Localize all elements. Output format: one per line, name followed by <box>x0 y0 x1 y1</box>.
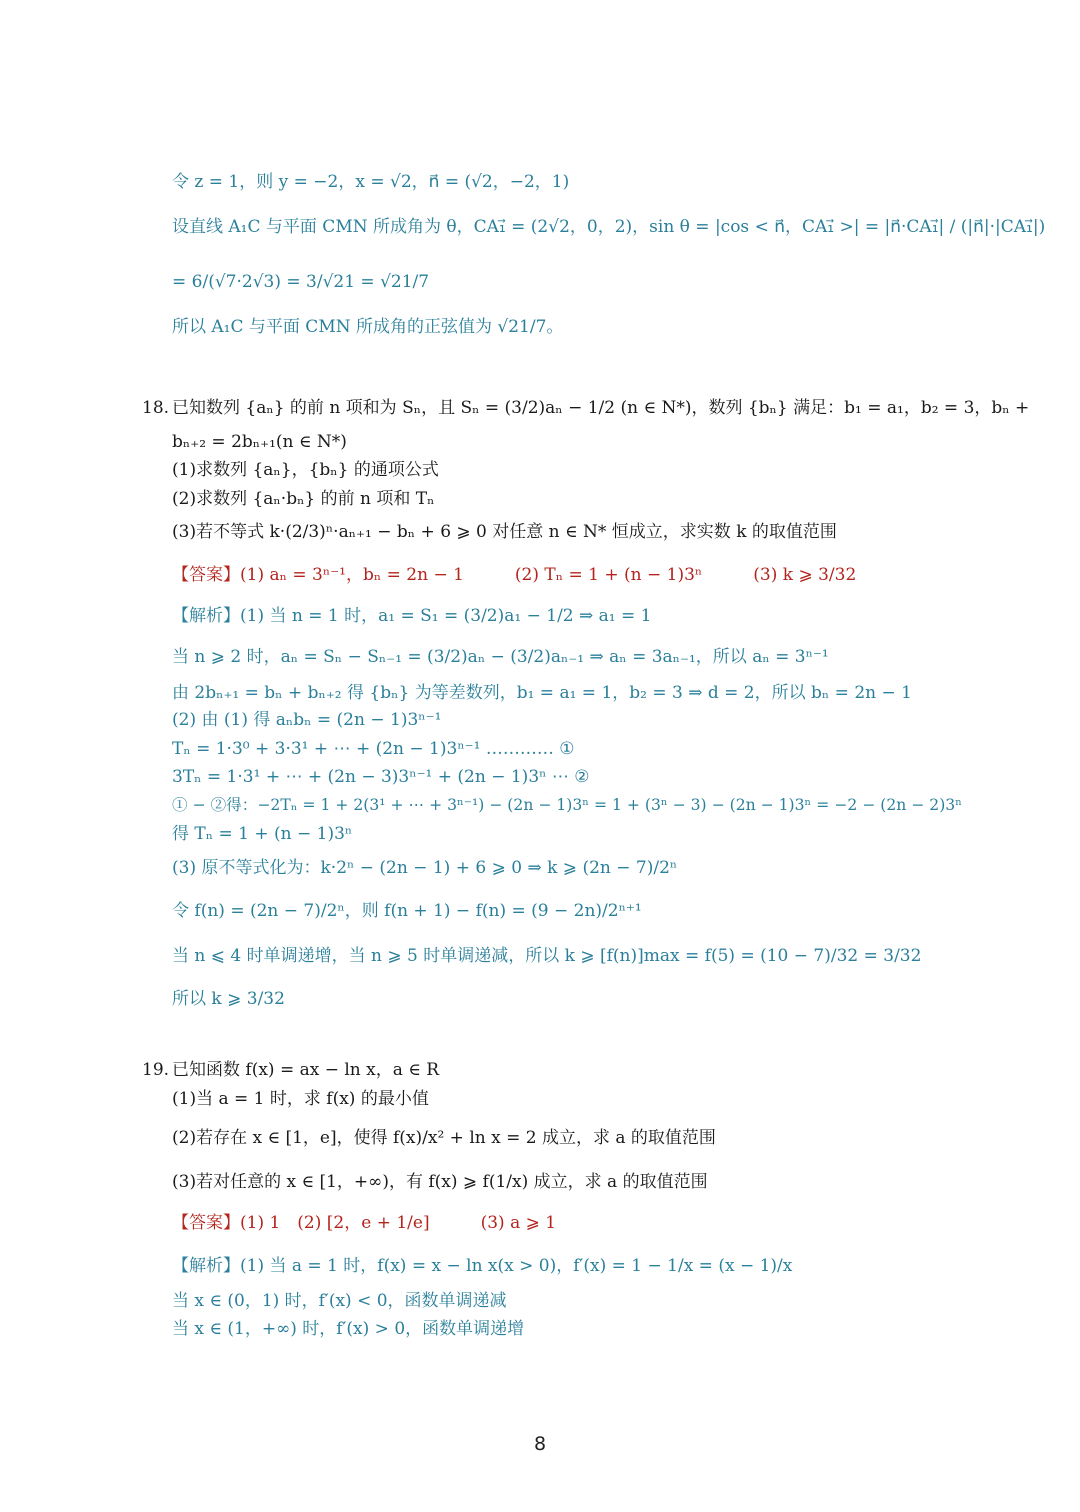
analysis-line <box>172 1254 792 1278</box>
analysis-line: 由 2bₙ₊₁ = bₙ + bₙ₊₂ 得 {bₙ} 为等差数列，b₁ = a₁ = 1，b₂ = 3 ⇒ d = 2，所以 bₙ = 2n − 1 <box>172 683 912 703</box>
question-part: (3)若对任意的 x ∈ [1，+∞)，有 f(x) ⩾ f(1/x) 成立，求 a 的取值范围 <box>172 1172 708 1192</box>
solution-line: 所以 A₁C 与平面 CMN 所成角的正弦值为 √21/7。 <box>172 317 564 337</box>
analysis-tag: 【解析】 <box>172 606 240 626</box>
analysis-line: (2) 由 (1) 得 aₙbₙ = (2n − 1)3ⁿ⁻¹ <box>172 710 442 730</box>
question-part: (3)若不等式 k·(2/3)ⁿ·aₙ₊₁ − bₙ + 6 ⩾ 0 对任意 n ∈ N* 恒成立，求实数 k 的取值范围 <box>172 522 837 542</box>
question-part: (2)求数列 {aₙ·bₙ} 的前 n 项和 Tₙ <box>172 489 435 509</box>
question-number: 19. <box>142 1060 170 1080</box>
question-stem: 已知函数 f(x) = ax − ln x，a ∈ R <box>172 1060 440 1080</box>
question-number: 18. <box>142 398 170 418</box>
solution-line: 设直线 A₁C 与平面 CMN 所成角为 θ，CA₁⃗ = (2√2，0，2)，sin θ = |cos < n⃗，CA₁⃗ >| = |n⃗·CA₁⃗| / (|n⃗|·|CA₁⃗|) <box>172 217 1046 237</box>
answer-line <box>172 563 856 587</box>
question-stem: 已知数列 {aₙ} 的前 n 项和为 Sₙ，且 Sₙ = (3/2)aₙ − 1/2 (n ∈ N*)，数列 {bₙ} 满足：b₁ = a₁，b₂ = 3，bₙ + <box>172 398 1030 418</box>
analysis-line: 当 n ⩽ 4 时单调递增，当 n ⩾ 5 时单调递减，所以 k ⩾ [f(n)]max = f(5) = (10 − 7)/32 = 3/32 <box>172 946 922 966</box>
page-number: 8 <box>533 1433 547 1455</box>
analysis-line <box>172 604 651 628</box>
analysis-tag: 【解析】 <box>172 1256 240 1276</box>
analysis-line: (3) 原不等式化为：k·2ⁿ − (2n − 1) + 6 ⩾ 0 ⇒ k ⩾ (2n − 7)/2ⁿ <box>172 858 678 878</box>
analysis-line: ① − ②得：−2Tₙ = 1 + 2(3¹ + ⋯ + 3ⁿ⁻¹) − (2n − 1)3ⁿ = 1 + (3ⁿ − 3) − (2n − 1)3ⁿ = −2 − (2n − 2)3ⁿ <box>172 796 962 814</box>
analysis-line: 当 x ∈ (0，1) 时，f′(x) < 0，函数单调递减 <box>172 1291 507 1311</box>
solution-line: 令 z = 1，则 y = −2，x = √2，n⃗ = (√2，−2，1) <box>172 172 570 192</box>
question-part: (2)若存在 x ∈ [1，e]，使得 f(x)/x² + ln x = 2 成立，求 a 的取值范围 <box>172 1128 716 1148</box>
analysis-line: 所以 k ⩾ 3/32 <box>172 989 285 1009</box>
answer-tag: 【答案】 <box>172 1213 240 1233</box>
question-part: (1)当 a = 1 时，求 f(x) 的最小值 <box>172 1089 429 1109</box>
answer-tag: 【答案】 <box>172 565 240 585</box>
question-part: (1)求数列 {aₙ}，{bₙ} 的通项公式 <box>172 460 439 480</box>
answer-text: (1) 1 (2) [2，e + 1/e] (3) a ⩾ 1 <box>240 1213 557 1233</box>
analysis-line: Tₙ = 1·3⁰ + 3·3¹ + ⋯ + (2n − 1)3ⁿ⁻¹ ………… ① <box>172 739 575 759</box>
analysis-line: 得 Tₙ = 1 + (n − 1)3ⁿ <box>172 824 353 844</box>
analysis-text: (1) 当 n = 1 时，a₁ = S₁ = (3/2)a₁ − 1/2 ⇒ a₁ = 1 <box>240 606 652 626</box>
answer-line <box>172 1211 556 1235</box>
solution-line: = 6/(√7·2√3) = 3/√21 = √21/7 <box>172 272 430 292</box>
analysis-line: 令 f(n) = (2n − 7)/2ⁿ，则 f(n + 1) − f(n) = (9 − 2n)/2ⁿ⁺¹ <box>172 901 642 921</box>
answer-text: (1) aₙ = 3ⁿ⁻¹，bₙ = 2n − 1 (2) Tₙ = 1 + (n − 1)3ⁿ (3) k ⩾ 3/32 <box>240 565 857 585</box>
question-stem: bₙ₊₂ = 2bₙ₊₁(n ∈ N*) <box>172 432 347 452</box>
analysis-line: 当 x ∈ (1，+∞) 时，f′(x) > 0，函数单调递增 <box>172 1319 525 1339</box>
analysis-line: 3Tₙ = 1·3¹ + ⋯ + (2n − 3)3ⁿ⁻¹ + (2n − 1)3ⁿ ⋯ ② <box>172 767 590 787</box>
analysis-text: (1) 当 a = 1 时，f(x) = x − ln x(x > 0)，f′(x) = 1 − 1/x = (x − 1)/x <box>240 1256 793 1276</box>
analysis-line: 当 n ⩾ 2 时，aₙ = Sₙ − Sₙ₋₁ = (3/2)aₙ − (3/2)aₙ₋₁ ⇒ aₙ = 3aₙ₋₁，所以 aₙ = 3ⁿ⁻¹ <box>172 647 829 667</box>
